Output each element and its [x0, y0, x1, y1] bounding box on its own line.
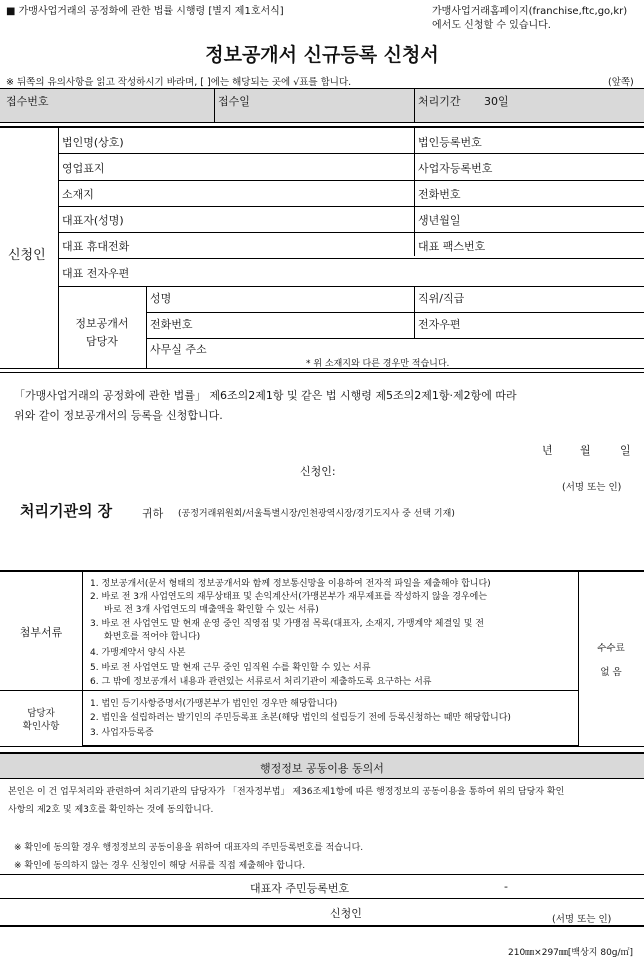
office-address-field[interactable]: 사무실 주소 [150, 343, 207, 356]
paper-spec-footer: 210㎜×297㎜[백상지 80g/㎡] [508, 948, 634, 958]
rep-fax-field[interactable]: 대표 팩스번호 [418, 240, 486, 253]
contact-phone-field[interactable]: 전화번호 [150, 318, 193, 331]
receipt-date-label: 접수일 [218, 95, 250, 108]
page-side-label: (앞쪽) [608, 77, 634, 88]
rep-email-field[interactable]: 대표 전자우편 [62, 267, 130, 280]
attachment-item: 3. 바로 전 사업연도 말 현재 운영 중인 직영점 및 가맹점 목록(대표자, 소재지, 가맹계약 체결일 및 전 [90, 619, 484, 629]
attachments-label: 첨부서류 [19, 626, 63, 639]
contact-label-line1: 정보공개서 [75, 317, 129, 330]
homepage-note-line2: 에서도 신청할 수 있습니다. [432, 20, 551, 31]
receipt-row [0, 88, 644, 122]
homepage-note-line1: 가맹사업거래홈페이지(franchise,ftc,go,kr) [432, 6, 628, 17]
phone-field[interactable]: 전화번호 [418, 188, 461, 201]
corp-reg-number-field[interactable]: 법인등록번호 [418, 136, 482, 149]
business-reg-number-field[interactable]: 사업자등록번호 [418, 162, 493, 175]
recipient-suffix: 귀하 [142, 507, 164, 520]
attachment-item: 바로 전 3개 사업연도의 매출액을 확인할 수 있는 서류) [104, 605, 319, 615]
applicant-section-label: 신청인 [8, 248, 46, 263]
processing-period-value: 30일 [484, 95, 509, 108]
date-month-label: 월 [580, 444, 591, 457]
date-year-label: 년 [542, 444, 553, 457]
verification-label-line1: 담당자 [27, 708, 55, 719]
consent-body-line1: 본인은 이 건 업무처리와 관련하여 처리기관의 담당자가 「전자정부법」 제36조제1항에 따른 행정정보의 공동이용을 통하여 위의 담당자 확인 [8, 787, 565, 797]
corp-name-field[interactable]: 법인명(상호) [62, 136, 124, 149]
verification-label-line2: 확인사항 [22, 721, 60, 732]
processing-period-label: 처리기간 [418, 95, 461, 108]
signature-placeholder: (서명 또는 인) [562, 482, 622, 493]
rep-rrn-label: 대표자 주민등록번호 [250, 882, 350, 895]
applicant-sign-label: 신청인: [300, 465, 336, 478]
attachment-item: 2. 바로 전 3개 사업연도의 재무상태표 및 손익계산서(가맹본부가 재무제표를 작성하지 않을 경우에는 [90, 592, 488, 602]
rep-rrn-field[interactable]: - [504, 880, 508, 893]
attachment-item: 5. 바로 전 사업연도 말 현재 근무 중인 임직원 수를 확인할 수 있는 서류 [90, 663, 371, 673]
address-field[interactable]: 소재지 [62, 188, 94, 201]
statement-line1: 「가맹사업거래의 공정화에 관한 법률」 제6조의2제1항 및 같은 법 시행령 제5조의2제1항·제2항에 따라 [14, 389, 517, 402]
rep-mobile-field[interactable]: 대표 휴대전화 [62, 240, 130, 253]
page-title: 정보공개서 신규등록 신청서 [205, 44, 439, 66]
attachment-item: 6. 그 밖에 정보공개서 내용과 관련있는 서류로서 처리기관이 제출하도록 요구하는 서류 [90, 677, 432, 687]
contact-label-line2: 담당자 [86, 335, 118, 348]
contact-position-field[interactable]: 직위/직급 [418, 292, 465, 305]
date-day-label: 일 [620, 444, 631, 457]
fee-label: 수수료 [597, 643, 625, 654]
form-reference-note: ■ 가맹사업거래의 공정화에 관한 법률 시행령 [별지 제1호서식] [6, 6, 284, 17]
consent-applicant-label: 신청인 [330, 907, 362, 920]
office-address-note: * 위 소재지와 다른 경우만 적습니다. [306, 359, 450, 369]
recipient-options: (공정거래위원회/서울특별시장/인천광역시장/경기도지사 중 선택 기재) [178, 509, 455, 519]
instruction-note: ※ 뒤쪽의 유의사항을 읽고 작성하시기 바라며, [ ]에는 해당되는 곳에 √표를 합니다. [6, 77, 352, 88]
verification-item: 1. 법인 등기사항증명서(가맹본부가 법인인 경우만 해당합니다) [90, 699, 338, 709]
verification-item: 3. 사업자등록증 [90, 728, 154, 738]
consent-note-agree: ※ 확인에 동의할 경우 행정정보의 공동이용을 위하여 대표자의 주민등록번호를 적습니다. [14, 843, 364, 853]
receipt-number-label: 접수번호 [6, 95, 49, 108]
contact-email-field[interactable]: 전자우편 [418, 318, 461, 331]
attachment-item: 4. 가맹계약서 양식 사본 [90, 648, 186, 658]
consent-title: 행정정보 공동이용 동의서 [260, 762, 384, 775]
recipient-title: 처리기관의 장 [20, 502, 113, 520]
statement-line2: 위와 같이 정보공개서의 등록을 신청합니다. [14, 409, 223, 422]
verification-item: 2. 법인을 설립하려는 발기인의 주민등록표 초본(해당 법인의 설립등기 전에 등록신청하는 때만 해당합니다) [90, 713, 511, 723]
birth-date-field[interactable]: 생년월일 [418, 214, 461, 227]
consent-body-line2: 사항의 제2호 및 제3호를 확인하는 것에 동의합니다. [8, 805, 214, 815]
attachment-item: 1. 정보공개서(문서 형태의 정보공개서와 함께 정보통신망을 이용하여 전자적 파일을 제출해야 합니다) [90, 579, 491, 589]
consent-note-disagree: ※ 확인에 동의하지 않는 경우 신청인이 해당 서류를 직접 제출해야 합니다. [14, 861, 306, 871]
business-mark-field[interactable]: 영업표지 [62, 162, 105, 175]
consent-signature: (서명 또는 인) [552, 914, 612, 925]
fee-value: 없 음 [600, 667, 622, 678]
attachment-item: 화번호를 적어야 합니다) [104, 632, 201, 642]
representative-field[interactable]: 대표자(성명) [62, 214, 124, 227]
contact-name-field[interactable]: 성명 [150, 292, 172, 305]
